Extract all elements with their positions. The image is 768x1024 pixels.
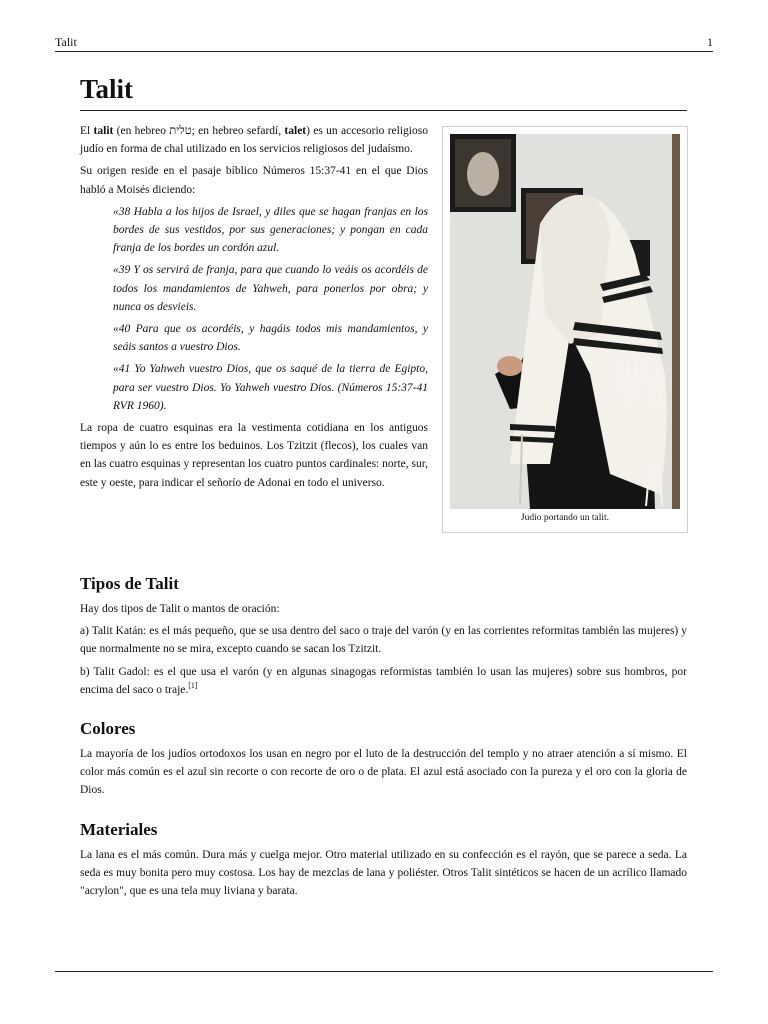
text-run: b) Talit Gadol: es el que usa el varón (y en algunas sinagogas reformistas también lo usan las mujeres) sobre sus hombros, por encima del saco o traje. [80,665,687,696]
bible-quote-38: «38 Habla a los hijos de Israel, y diles que se hagan franjas en los bordes de sus vestidos, por sus generaciones; y pongan en cada franja de los bordes un cordón azul. [113,205,428,255]
materiales-paragraph-1: La lana es el más común. Dura más y cuelga mejor. Otro material utilizado en su confección es el rayón, que se parece a seda. La seda es muy bonita pero muy costosa. Los hay de mezclas de lana y poliéster. Otros Talit sintéticos se hacen de un acrílico llamado "acrylon", que es una tela muy liviana y barata. [80,849,687,898]
photo-man-wearing-talit [450,134,680,509]
page-number: 1 [707,35,713,49]
colores-paragraph-1: La mayoría de los judíos ortodoxos los usan en negro por el luto de la destrucción del templo y no atraer atención a sí mismo. El color más común es el azul sin recorte o con recorte de oro o de plata. El azul está asociado con la pureza y el oro con la gloria de Dios. [80,748,687,797]
section-tipos [80,573,687,703]
tipos-paragraph-3 [80,663,687,699]
intro-column [80,122,428,496]
running-header [55,34,713,52]
bible-quote-40: «40 Para que os acordéis, y hagáis todos mis mandamientos, y seáis santos a vuestro Dios. [113,323,428,354]
figure-box [442,126,688,533]
bold-term-talit: talit [93,125,114,137]
tipos-paragraph-2: a) Talit Katán: es el más pequeño, que se usa dentro del saco o traje del varón (y en las corrientes reformitas también las mujeres) y que normalmente no se mira, excepto cuando se sacan los Tzitzit. [80,625,687,656]
heading-colores: Colores [80,719,136,738]
intro-paragraph-1 [80,122,428,158]
reference-link-1[interactable]: [1] [188,680,198,690]
hebrew-word: טלית [169,125,192,137]
intro-paragraph-2: Su origen reside en el pasaje bíblico Números 15:37-41 en el que Dios habló a Moisés diciendo: [80,165,428,196]
bold-term-talet: talet [284,125,307,137]
running-header-title: Talit [55,35,77,49]
footer-rule [55,971,713,972]
heading-materiales: Materiales [80,820,158,839]
text-run: ) es un accesorio religioso judío en forma de chal utilizado en los servicios religiosos del judaísmo. [80,125,428,156]
section-materiales [80,819,687,905]
tipos-paragraph-1: Hay dos tipos de Talit o mantos de oración: [80,603,280,615]
intro-paragraph-3: La ropa de cuatro esquinas era la vestimenta cotidiana en los antiguos tiempos y aún lo es entre los beduinos. Los Tzitzit (flecos), los cuales van en las cuatro esquinas y representan los cuatro puntos cardinales: norte, sur, este y oeste, para indicar el señorío de Adonai en todo el universo. [80,422,428,489]
section-colores [80,718,687,804]
bible-quote-41: «41 Yo Yahweh vuestro Dios, que os saqué de la tierra de Egipto, para ser vuestro Dios. Yo Yahweh vuestro Dios. (Números 15:37-41 RVR 1960). [113,363,428,412]
figure-caption: Judío portando un talit. [520,513,610,523]
bible-quote-39: «39 Y os servirá de franja, para que cuando lo veáis os acordéis de todos los mandamientos de Yahweh, para ponerlos por obra; y nunca os desvieis. [113,264,428,313]
page-title: Talit [80,70,687,111]
text-run: (en hebreo [113,125,170,137]
heading-tipos-de-talit: Tipos de Talit [80,574,179,593]
text-run: El [80,125,94,137]
text-run: ; en hebreo sefardí, [191,125,285,137]
